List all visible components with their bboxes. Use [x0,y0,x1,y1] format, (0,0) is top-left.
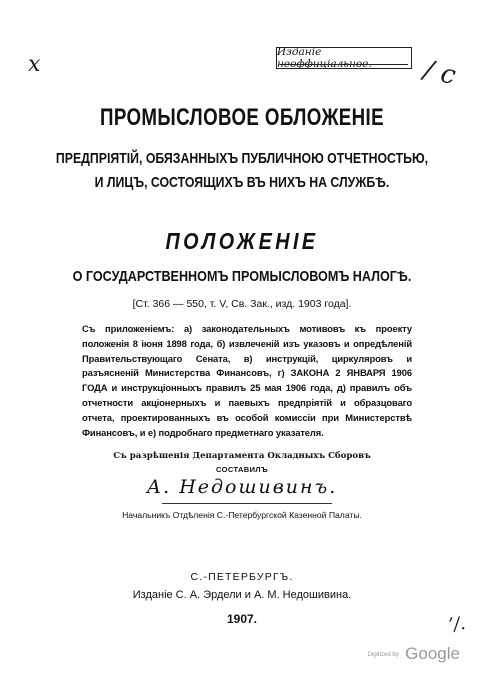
author-title: Начальникъ Отдѣленія С.-Петербургской Казенной Палаты. [122,510,362,520]
digitized-watermark [360,644,460,664]
google-watermark: Google [405,644,460,663]
permission-line: Съ разрѣшенія Департамента Окладныхъ Сборовъ [113,451,371,461]
edition-underline [280,64,408,65]
regulation-title: ПОЛОЖЕНІЕ [165,228,319,254]
appendix-paragraph: Съ приложеніемъ: а) законодательныхъ мотивовъ къ проекту положенія 8 іюня 1898 года, б) извлеченій изъ указовъ и опредѣленій Правительствующаго Сената, в) инструкцій, циркуляровъ и разъясненій Министерства Финансовъ, г) ЗАКОНА 2 ЯНВАРЯ 1906 ГОДА и инструкціонныхъ правилъ 25 мая 1906 года, д) правилъ объ отчетности акціонерныхъ и паевыхъ предпріятій и образцоваго отчета, проектированныхъ въ особой комиссіи при Министерствѣ Финансовъ, и е) подробнаго предметнаго указателя. [82,323,412,438]
author-signature: А. Недошивинъ. [146,476,338,498]
subtitle-line-2: И ЛИЦЪ, СОСТОЯЩИХЪ ВЪ НИХЪ НА СЛУЖБѢ. [94,174,390,191]
watermark-small-text: Digitized by [367,651,399,658]
main-title: ПРОМЫСЛОВОЕ ОБЛОЖЕНІЕ [99,104,385,131]
edition-note-box [276,47,412,69]
compiled-by-label: СОСТАВИЛЪ [215,465,268,474]
law-reference: [Ст. 366 — 550, т. V, Св. Зак., изд. 1903 года]. [132,298,352,310]
publication-city: С.-ПЕТЕРБУРГЪ. [190,571,294,583]
corner-handwritten-mark: ʼ/. [446,612,467,637]
margin-handwritten-mark-right: / c [421,55,459,91]
publisher-line: Изданіе С. А. Эрдели и А. М. Недошивина. [132,589,352,601]
subtitle-line-1: ПРЕДПРІЯТІЙ, ОБЯЗАННЫХЪ ПУБЛИЧНОЮ ОТЧЕТНОСТЬЮ, [55,150,429,167]
margin-handwritten-mark: x [28,52,41,77]
regulation-subject: О ГОСУДАРСТВЕННОМЪ ПРОМЫСЛОВОМЪ НАЛОГѢ. [72,268,412,285]
signature-underline [162,503,332,504]
publication-year: 1907. [226,612,258,626]
edition-note: Изданіе неоффиціальное. [277,46,372,70]
